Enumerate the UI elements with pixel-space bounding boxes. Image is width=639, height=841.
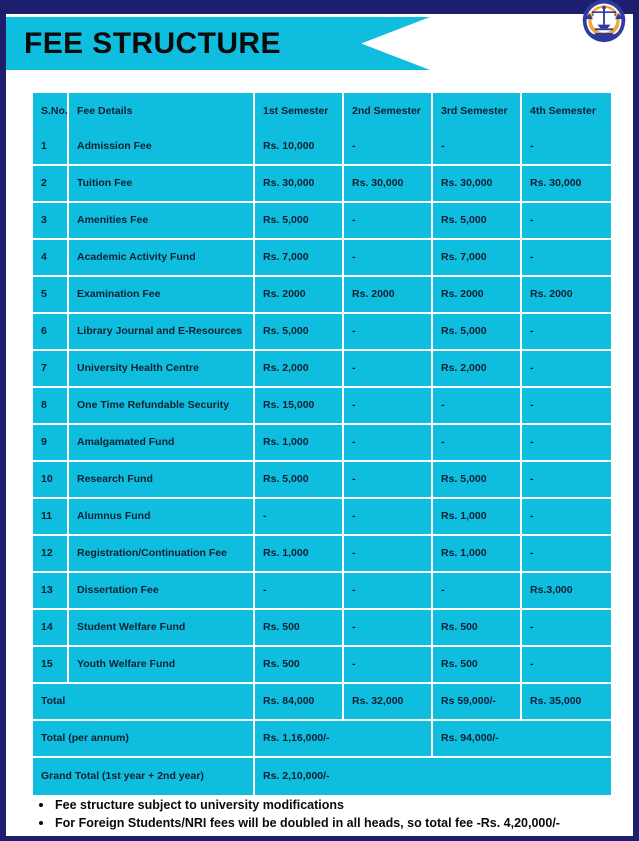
row-fee-name: Registration/Continuation Fee	[69, 536, 255, 573]
row-semester-3-amount: Rs. 500	[433, 610, 522, 647]
table-row	[33, 314, 611, 351]
table-row	[33, 573, 611, 610]
table-row	[33, 610, 611, 647]
row-fee-name: Tuition Fee	[69, 166, 255, 203]
table-row	[33, 129, 611, 166]
row-semester-1-amount: Rs. 5,000	[255, 203, 344, 240]
fee-structure-table	[33, 93, 611, 795]
header-sno: S.No.	[33, 93, 69, 129]
row-semester-3-amount: Rs. 30,000	[433, 166, 522, 203]
header-semester-1: 1st Semester	[255, 93, 344, 129]
note-item	[33, 797, 618, 815]
header-semester-3: 3rd Semester	[433, 93, 522, 129]
row-fee-name: Examination Fee	[69, 277, 255, 314]
row-fee-name: Amenities Fee	[69, 203, 255, 240]
total-label: Total	[33, 684, 255, 721]
row-semester-3-amount: Rs. 2,000	[433, 351, 522, 388]
row-semester-2-amount: -	[344, 647, 433, 684]
notes-list	[33, 797, 618, 833]
table-body	[33, 129, 611, 795]
row-semester-3-amount: Rs. 7,000	[433, 240, 522, 277]
row-semester-1-amount: Rs. 15,000	[255, 388, 344, 425]
total-semester-3: Rs 59,000/-	[433, 684, 522, 721]
grand-total-value: Rs. 2,10,000/-	[255, 758, 611, 795]
row-fee-name: Youth Welfare Fund	[69, 647, 255, 684]
row-serial-number: 13	[33, 573, 69, 610]
row-semester-4-amount: -	[522, 351, 611, 388]
row-semester-3-amount: -	[433, 573, 522, 610]
row-fee-name: Student Welfare Fund	[69, 610, 255, 647]
row-serial-number: 15	[33, 647, 69, 684]
row-serial-number: 5	[33, 277, 69, 314]
row-semester-3-amount: Rs. 1,000	[433, 499, 522, 536]
row-semester-4-amount: -	[522, 314, 611, 351]
row-semester-4-amount: -	[522, 388, 611, 425]
row-semester-3-amount: Rs. 500	[433, 647, 522, 684]
row-semester-4-amount: -	[522, 425, 611, 462]
header-fee-details: Fee Details	[69, 93, 255, 129]
bullet-icon	[39, 803, 43, 807]
row-semester-2-amount: -	[344, 536, 433, 573]
row-semester-2-amount: -	[344, 425, 433, 462]
total-row	[33, 684, 611, 721]
row-semester-4-amount: Rs. 30,000	[522, 166, 611, 203]
note-text: For Foreign Students/NRI fees will be doubled in all heads, so total fee -Rs. 4,20,000/-	[55, 815, 560, 830]
table-row	[33, 240, 611, 277]
row-semester-3-amount: Rs. 1,000	[433, 536, 522, 573]
total-per-annum-year2: Rs. 94,000/-	[433, 721, 611, 758]
row-semester-4-amount: -	[522, 203, 611, 240]
row-semester-1-amount: Rs. 2,000	[255, 351, 344, 388]
row-serial-number: 3	[33, 203, 69, 240]
row-semester-2-amount: -	[344, 610, 433, 647]
note-item	[33, 815, 618, 833]
row-semester-2-amount: -	[344, 314, 433, 351]
row-semester-2-amount: Rs. 30,000	[344, 166, 433, 203]
total-per-annum-year1: Rs. 1,16,000/-	[255, 721, 433, 758]
row-semester-1-amount: Rs. 500	[255, 647, 344, 684]
row-semester-4-amount: -	[522, 240, 611, 277]
row-serial-number: 2	[33, 166, 69, 203]
header-semester-2: 2nd Semester	[344, 93, 433, 129]
row-fee-name: Dissertation Fee	[69, 573, 255, 610]
row-semester-1-amount: Rs. 7,000	[255, 240, 344, 277]
row-serial-number: 10	[33, 462, 69, 499]
row-semester-3-amount: -	[433, 388, 522, 425]
row-semester-1-amount: -	[255, 573, 344, 610]
row-semester-2-amount: -	[344, 351, 433, 388]
row-semester-4-amount: Rs.3,000	[522, 573, 611, 610]
row-semester-3-amount: -	[433, 129, 522, 166]
row-semester-2-amount: -	[344, 203, 433, 240]
university-emblem-icon	[581, 0, 627, 44]
row-semester-3-amount: -	[433, 425, 522, 462]
row-semester-1-amount: Rs. 5,000	[255, 314, 344, 351]
row-serial-number: 4	[33, 240, 69, 277]
bullet-icon	[39, 821, 43, 825]
grand-total-label: Grand Total (1st year + 2nd year)	[33, 758, 255, 795]
table-row	[33, 462, 611, 499]
row-serial-number: 14	[33, 610, 69, 647]
table-row	[33, 203, 611, 240]
total-semester-4: Rs. 35,000	[522, 684, 611, 721]
row-semester-4-amount: -	[522, 499, 611, 536]
row-semester-4-amount: -	[522, 610, 611, 647]
table-row	[33, 166, 611, 203]
row-semester-2-amount: -	[344, 240, 433, 277]
row-fee-name: Alumnus Fund	[69, 499, 255, 536]
row-fee-name: Admission Fee	[69, 129, 255, 166]
row-fee-name: Research Fund	[69, 462, 255, 499]
table-row	[33, 536, 611, 573]
row-semester-4-amount: -	[522, 536, 611, 573]
row-fee-name: Academic Activity Fund	[69, 240, 255, 277]
row-serial-number: 11	[33, 499, 69, 536]
row-serial-number: 12	[33, 536, 69, 573]
page-title: FEE STRUCTURE	[24, 26, 281, 60]
page-title-banner	[0, 17, 430, 70]
row-semester-2-amount: -	[344, 129, 433, 166]
row-fee-name: Amalgamated Fund	[69, 425, 255, 462]
row-semester-3-amount: Rs. 5,000	[433, 462, 522, 499]
row-semester-4-amount: -	[522, 647, 611, 684]
table-row	[33, 388, 611, 425]
row-semester-4-amount: -	[522, 462, 611, 499]
row-semester-1-amount: Rs. 10,000	[255, 129, 344, 166]
table-row	[33, 499, 611, 536]
table-row	[33, 425, 611, 462]
total-semester-2: Rs. 32,000	[344, 684, 433, 721]
row-fee-name: Library Journal and E-Resources	[69, 314, 255, 351]
row-semester-1-amount: -	[255, 499, 344, 536]
row-semester-2-amount: -	[344, 573, 433, 610]
row-serial-number: 9	[33, 425, 69, 462]
total-per-annum-row	[33, 721, 611, 758]
row-fee-name: University Health Centre	[69, 351, 255, 388]
row-semester-1-amount: Rs. 5,000	[255, 462, 344, 499]
row-serial-number: 7	[33, 351, 69, 388]
note-text: Fee structure subject to university modifications	[55, 798, 344, 812]
table-row	[33, 351, 611, 388]
row-semester-3-amount: Rs. 5,000	[433, 314, 522, 351]
row-semester-2-amount: Rs. 2000	[344, 277, 433, 314]
total-semester-1: Rs. 84,000	[255, 684, 344, 721]
row-semester-1-amount: Rs. 30,000	[255, 166, 344, 203]
row-semester-1-amount: Rs. 1,000	[255, 536, 344, 573]
table-row	[33, 647, 611, 684]
row-semester-3-amount: Rs. 2000	[433, 277, 522, 314]
row-semester-3-amount: Rs. 5,000	[433, 203, 522, 240]
row-semester-1-amount: Rs. 2000	[255, 277, 344, 314]
top-navy-band	[6, 0, 639, 14]
row-semester-1-amount: Rs. 500	[255, 610, 344, 647]
table-row	[33, 277, 611, 314]
row-semester-4-amount: -	[522, 129, 611, 166]
row-semester-2-amount: -	[344, 388, 433, 425]
row-semester-4-amount: Rs. 2000	[522, 277, 611, 314]
row-semester-2-amount: -	[344, 462, 433, 499]
row-serial-number: 8	[33, 388, 69, 425]
row-serial-number: 1	[33, 129, 69, 166]
grand-total-row	[33, 758, 611, 795]
row-serial-number: 6	[33, 314, 69, 351]
row-fee-name: One Time Refundable Security	[69, 388, 255, 425]
table-header-row	[33, 93, 611, 129]
row-semester-2-amount: -	[344, 499, 433, 536]
header-semester-4: 4th Semester	[522, 93, 611, 129]
total-per-annum-label: Total (per annum)	[33, 721, 255, 758]
row-semester-1-amount: Rs. 1,000	[255, 425, 344, 462]
